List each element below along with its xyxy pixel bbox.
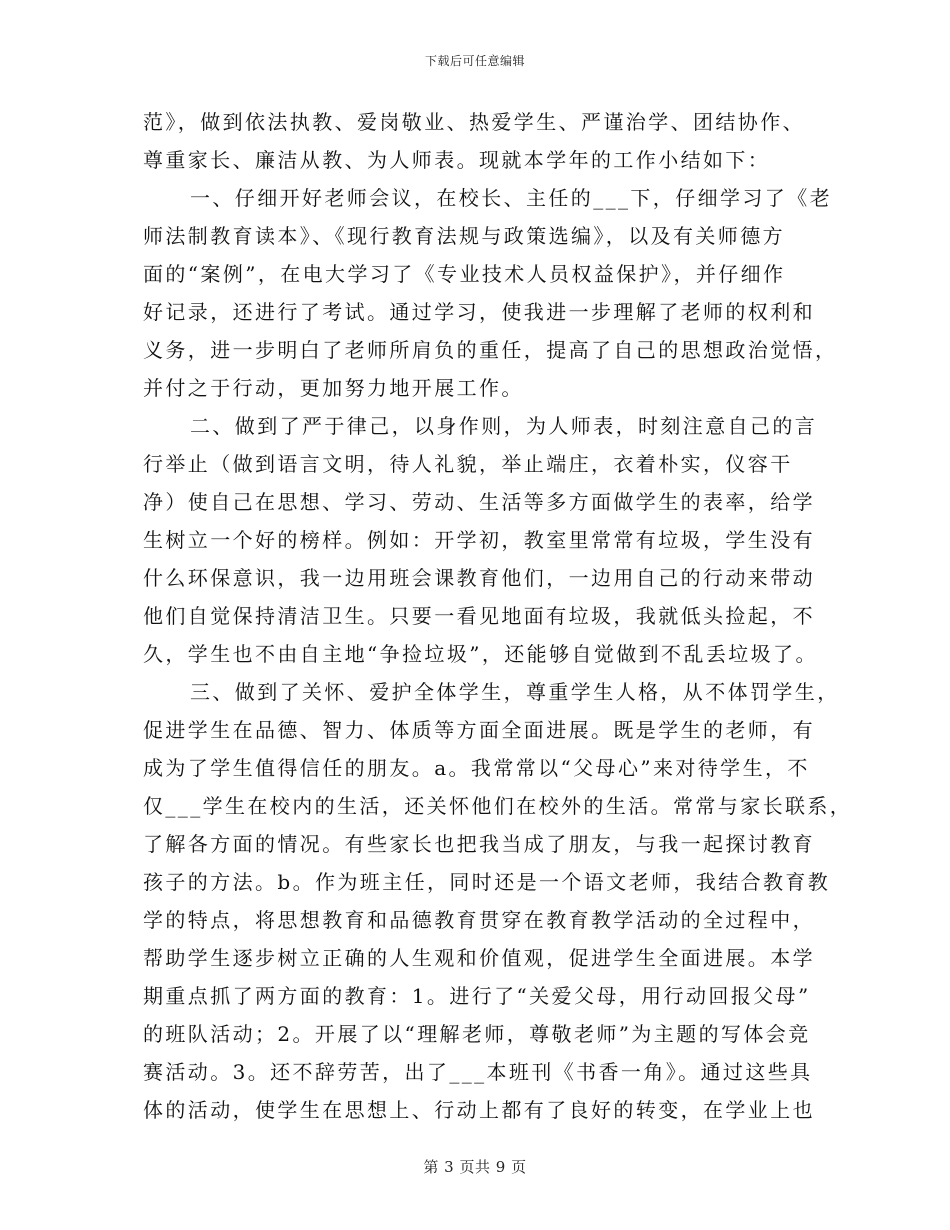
text-line: 久，学生也不由自主地“争捡垃圾”，还能够自觉做到不乱丢垃圾了。 — [143, 642, 818, 666]
text-line: 生树立一个好的榜样。例如：开学初，教室里常常有垃圾，学生没有 — [143, 528, 815, 552]
text-line: 净）使自己在思想、学习、劳动、生活等多方面做学生的表率，给学 — [143, 490, 815, 514]
page-number: 第 3 页共 9 页 — [423, 1158, 527, 1176]
text-line: 帮助学生逐步树立正确的人生观和价值观，促进学生全面进展。本学 — [143, 946, 815, 970]
text-line: 仅___学生在校内的生活，还关怀他们在校外的生活。常常与家长联系， — [143, 794, 853, 818]
text-line: 期重点抓了两方面的教育：1。进行了“关爱父母，用行动回报父母” — [143, 984, 811, 1008]
text-line: 促进学生在品德、智力、体质等方面全面进展。既是学生的老师，有 — [143, 718, 815, 742]
text-line: 师法制教育读本》、《现行教育法规与政策选编》，以及有关师德方 — [143, 224, 785, 248]
text-line: 体的活动，使学生在思想上、行动上都有了良好的转变，在学业上也 — [143, 1098, 815, 1122]
text-line: 范》，做到依法执教、爱岗敬业、热爱学生、严谨治学、团结协作、 — [143, 110, 805, 134]
text-line: 二、做到了严于律己，以身作则，为人师表，时刻注意自己的言 — [190, 414, 818, 438]
text-line: 赛活动。3。还不辞劳苦，出了___本班刊《书香一角》。通过这些具 — [143, 1060, 813, 1084]
text-line: 他们自觉保持清洁卫生。只要一看见地面有垃圾，我就低头捡起，不 — [143, 604, 815, 628]
text-line: 并付之于行动，更加努力地开展工作。 — [143, 376, 524, 400]
text-line: 好记录，还进行了考试。通过学习，使我进一步理解了老师的权利和 — [143, 300, 815, 324]
text-line: 面的“案例”，在电大学习了《专业技术人员权益保护》，并仔细作 — [143, 262, 786, 286]
text-line: 了解各方面的情况。有些家长也把我当成了朋友，与我一起探讨教育 — [143, 832, 815, 856]
text-line: 什么环保意识，我一边用班会课教育他们，一边用自己的行动来带动 — [143, 566, 815, 590]
text-line: 尊重家长、廉洁从教、为人师表。现就本学年的工作小结如下： — [143, 148, 771, 172]
text-line: 成为了学生值得信任的朋友。a。我常常以“父母心”来对待学生，不 — [143, 756, 810, 780]
page-header: 下载后可任意编辑 — [424, 54, 525, 68]
text-line: 三、做到了关怀、爱护全体学生，尊重学生人格，从不体罚学生， — [190, 680, 840, 704]
text-line: 一、仔细开好老师会议，在校长、主任的___下，仔细学习了《老 — [190, 186, 832, 210]
text-line: 义务，进一步明白了老师所肩负的重任，提高了自己的思想政治觉悟， — [143, 338, 838, 362]
text-line: 孩子的方法。b。作为班主任，同时还是一个语文老师，我结合教育教 — [143, 870, 831, 894]
text-line: 行举止（做到语言文明，待人礼貌，举止端庄，衣着朴实，仪容干 — [143, 452, 793, 476]
text-line: 学的特点，将思想教育和品德教育贯穿在教育教学活动的全过程中， — [143, 908, 815, 932]
text-line: 的班队活动；2。开展了以“理解老师，尊敬老师”为主题的写体会竞 — [143, 1022, 811, 1046]
